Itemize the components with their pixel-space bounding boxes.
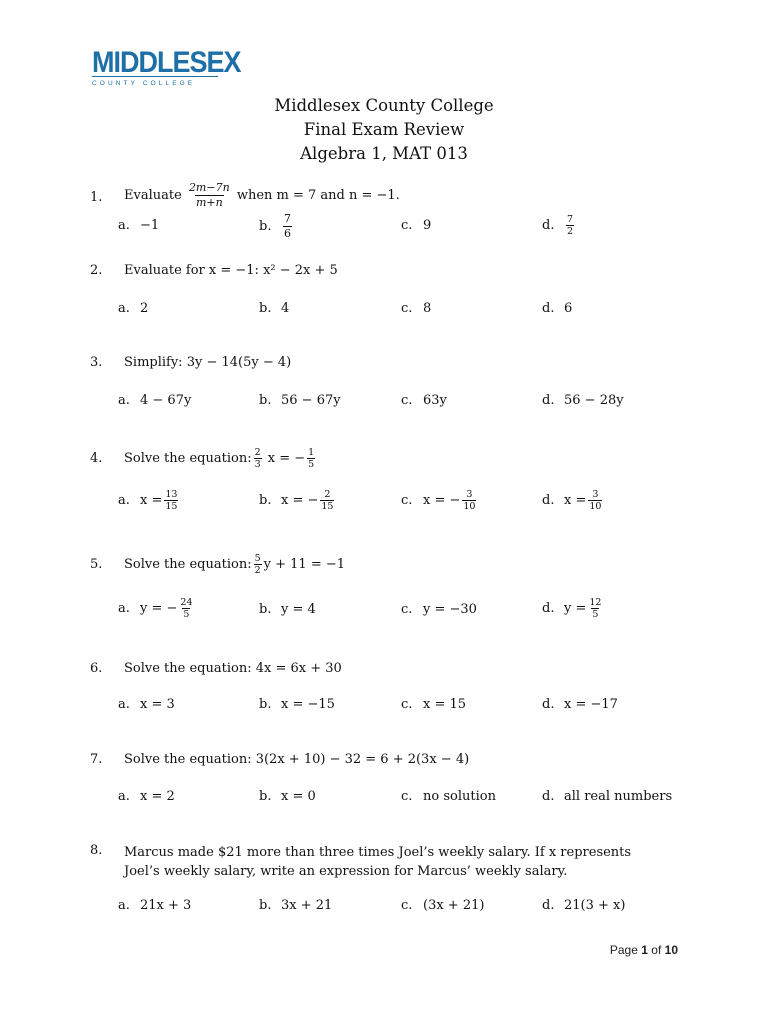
option-d[interactable]: d. all real numbers — [542, 789, 673, 804]
document-title — [0, 94, 768, 166]
question-text: Solve the equation: $\frac{2}{3}$ x = − $\frac{1}{5}$ — [124, 447, 315, 470]
fraction: $\frac{2m-7n}{m+n}$ — [188, 181, 230, 209]
option-b[interactable]: b. x = −15 — [259, 697, 335, 712]
question-number: 5. — [90, 557, 103, 572]
option-d[interactable]: d. $\frac{7}{2}$ — [542, 214, 574, 237]
page-footer — [610, 943, 678, 957]
option-a[interactable]: a. 4 − 67y — [118, 393, 192, 408]
option-c[interactable]: c. x = 15 — [401, 697, 467, 712]
question-number: 6. — [90, 661, 103, 676]
title-line-3: Algebra 1, MAT 013 — [300, 144, 468, 163]
page-number: 1 — [641, 943, 648, 957]
title-line-2: Final Exam Review — [303, 120, 465, 139]
option-a[interactable]: a. x = $\frac{13}{15}$ — [118, 489, 178, 512]
option-a[interactable]: a. y = − $\frac{24}{5}$ — [118, 597, 193, 620]
answer-options — [118, 393, 688, 423]
option-a[interactable]: a. −1 — [118, 218, 160, 233]
question-text: Evaluate $\frac{2m-7n}{m+n}$ when m = 7 and n = −1. — [124, 181, 400, 209]
college-logo — [92, 45, 241, 88]
question-number: 7. — [90, 752, 103, 767]
logo-subtitle: COUNTY COLLEGE — [92, 80, 196, 87]
question-text: Evaluate for x = −1: x² − 2x + 5 — [124, 263, 338, 278]
option-b[interactable]: b. x = − $\frac{2}{15}$ — [259, 489, 334, 512]
option-b[interactable]: b. $\frac{7}{6}$ — [259, 212, 291, 240]
question-text: Simplify: 3y − 14(5y − 4) — [124, 355, 292, 370]
option-b[interactable]: b. 56 − 67y — [259, 393, 341, 408]
answer-options — [118, 212, 688, 248]
answer-options — [118, 697, 688, 727]
option-b[interactable]: b. y = 4 — [259, 602, 316, 617]
question-number: 4. — [90, 451, 103, 466]
question-number: 8. — [90, 843, 103, 858]
option-b[interactable]: b. 4 — [259, 301, 290, 316]
answer-options — [118, 898, 688, 928]
option-d[interactable]: d. x = −17 — [542, 697, 618, 712]
option-d[interactable]: d. 56 − 28y — [542, 393, 624, 408]
page-total: 10 — [664, 943, 678, 957]
question-number: 3. — [90, 355, 103, 370]
option-d[interactable]: d. 21(3 + x) — [542, 898, 626, 913]
question-text: Marcus made $21 more than three times Joel’s weekly salary. If x represents Joel’s weekly salary, write an expression for Marcus’ weekly salary. — [124, 845, 632, 879]
title-line-1: Middlesex County College — [274, 96, 494, 115]
answer-options — [118, 489, 688, 519]
option-d[interactable]: d. x = $\frac{3}{10}$ — [542, 489, 602, 512]
logo-wordmark: MIDDLESEX — [92, 45, 241, 79]
option-d[interactable]: d. 6 — [542, 301, 573, 316]
option-c[interactable]: c. 8 — [401, 301, 432, 316]
option-c[interactable]: c. 63y — [401, 393, 447, 408]
option-b[interactable]: b. x = 0 — [259, 789, 316, 804]
option-c[interactable]: c. 9 — [401, 218, 432, 233]
option-d[interactable]: d. y = $\frac{12}{5}$ — [542, 597, 602, 620]
option-b[interactable]: b. 3x + 21 — [259, 898, 333, 913]
option-c[interactable]: c. y = −30 — [401, 602, 477, 617]
option-c[interactable]: c. no solution — [401, 789, 496, 804]
answer-options — [118, 301, 688, 331]
option-a[interactable]: a. x = 3 — [118, 697, 175, 712]
question-text: Solve the equation: 3(2x + 10) − 32 = 6 + 2(3x − 4) — [124, 752, 470, 767]
option-c[interactable]: c. x = − $\frac{3}{10}$ — [401, 489, 476, 512]
question-number: 1. — [90, 190, 103, 205]
question-text: Solve the equation: 4x = 6x + 30 — [124, 661, 342, 676]
page-of-label: of — [651, 943, 662, 957]
answer-options — [118, 789, 688, 819]
option-c[interactable]: c. (3x + 21) — [401, 898, 485, 913]
option-a[interactable]: a. x = 2 — [118, 789, 175, 804]
question-number: 2. — [90, 263, 103, 278]
option-a[interactable]: a. 2 — [118, 301, 149, 316]
page-label: Page — [609, 943, 638, 957]
question-text: Solve the equation: $\frac{5}{2}$ y + 11 = −1 — [124, 553, 346, 576]
answer-options — [118, 597, 688, 627]
option-a[interactable]: a. 21x + 3 — [118, 898, 192, 913]
